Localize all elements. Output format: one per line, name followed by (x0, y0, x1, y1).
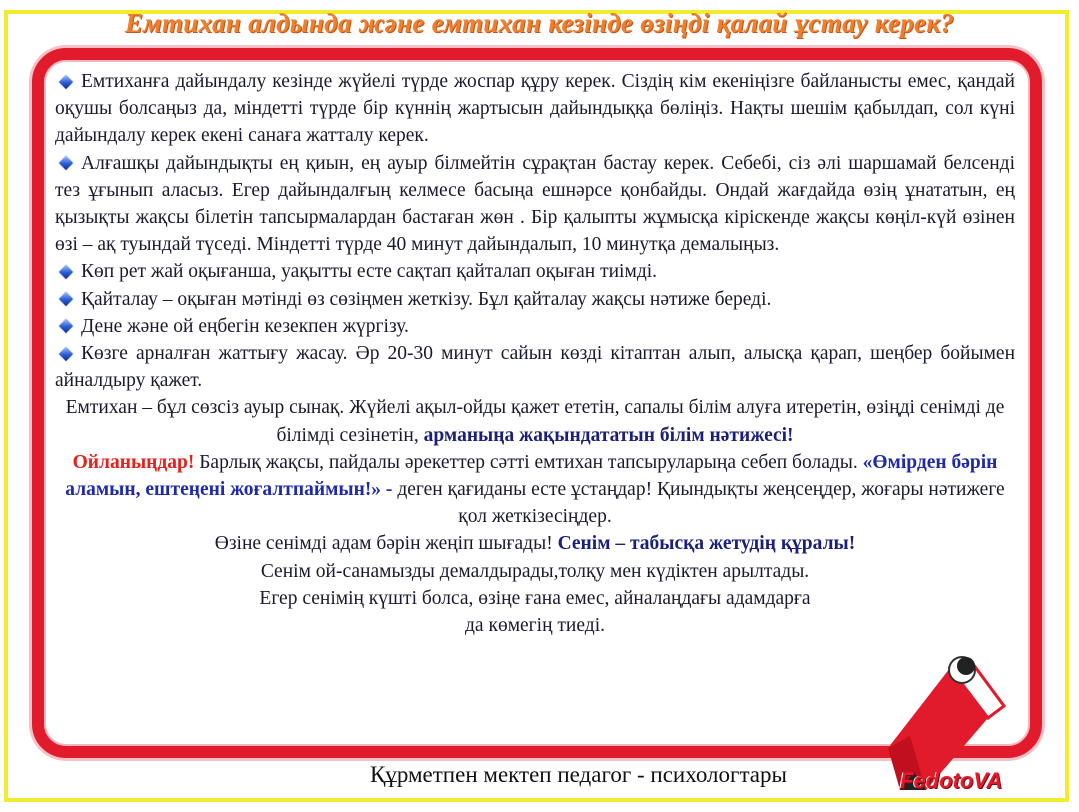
closing-line-5: Егер сенімің күшті болса, өзіңе ғана емес, айналаңдағы адамдарға (259, 587, 811, 609)
diamond-bullet-icon (59, 265, 73, 279)
diamond-bullet-icon (59, 319, 73, 333)
closing-paragraph-1: Емтихан – бұл сөзсіз ауыр сынақ. Жүйелі ақыл-ойды қажет ететін, сапалы білім алуға итеретін, өзіңді сенімді де білімді сезінетін, арманыңа жақындататын білім нәтижесі! (65, 397, 1005, 446)
tip-paragraph-1: Емтиханға дайындалу кезінде жүйелі түрде жоспар құру керек. Сіздің кім екеніңізге байланысты емес, қандай оқушы болсаңыз да, міндетті түрде бір күннің жартысын дайындыққа бөліңіз. Нақты шешім қабылдап, сол күні дайындалу керек екені санаға жатталу керек. (55, 71, 1015, 147)
tip-paragraph-2: Алғашқы дайындықты ең қиын, ең ауыр білмейтін сұрақтан бастау керек. Себебі, сіз әлі шаршамай белсенді тез ұғынып аласыз. Егер дайындалғың келмесе басыңа ешнәрсе қонбайды. Ондай жағдайда өзің ұнататын, ең қызықты жақсы білетін тапсырмалардан бастаған жөн . Бір қалыпты жұмысқа кірiскенде жақсы көңіл-күй өзінен өзі – ақ туындай түседі. Міндетті түрде 40 минут дайындалып, 10 минутқа демалыңыз. (55, 152, 1015, 256)
diamond-bullet-icon (59, 292, 73, 306)
main-text (55, 68, 1015, 639)
closing-line-6: да көмегің тиеді. (465, 615, 605, 637)
closing-paragraph-3: Өзіне сенімді адам бәрін жеңіп шығады! Сенім – табысқа жетудің құралы! (214, 533, 856, 555)
tip-paragraph-5: Дене және ой еңбегін кезекпен жүргізу. (55, 313, 1015, 340)
signature: Құрметпен мектеп педагог - психологтары (370, 762, 787, 787)
diamond-bullet-icon (59, 156, 73, 170)
tip-paragraph-3: Көп рет жай оқығанша, уақытты есте сақтап қайталап оқыған тиімді. (55, 258, 1015, 285)
diamond-bullet-icon (59, 74, 73, 88)
page-title: Емтихан алдында және емтихан кезінде өзіңді қалай ұстау керек? (124, 8, 955, 38)
tip-paragraph-4: Қайталау – оқыған мәтінді өз сөзіңмен жеткізу. Бұл қайталау жақсы нәтиже береді. (55, 286, 1015, 313)
tip-paragraph-6: Көзге арналған жаттығу жасау. Әр 20-30 минут сайын көзді кітаптан алып, алысқа қарап, шеңбер бойымен айналдыру қажет. (55, 343, 1015, 392)
logo-text: FedotoVA (900, 768, 1003, 793)
diamond-bullet-icon (59, 346, 73, 360)
think-label: Ойланыңдар! (72, 451, 195, 473)
closing-paragraph-2: Ойланыңдар! Барлық жақсы, пайдалы әрекеттер сәтті емтихан тапсыруларыңа себеп болады. «Өмірден бәрін аламын, ештеңені жоғалтпаймын!» - деген қағиданы есте ұстаңдар! Қиындықты жеңсеңдер, жоғары нәтижеге қол жеткізесіңдер. (65, 451, 1005, 528)
motto: «Өмірден бәрін аламын, ештеңені жоғалтпаймын!» - (65, 451, 998, 501)
closing-line-4: Сенім ой-санамызды демалдырады,толқу мен күдіктен арылтады. (260, 560, 810, 582)
